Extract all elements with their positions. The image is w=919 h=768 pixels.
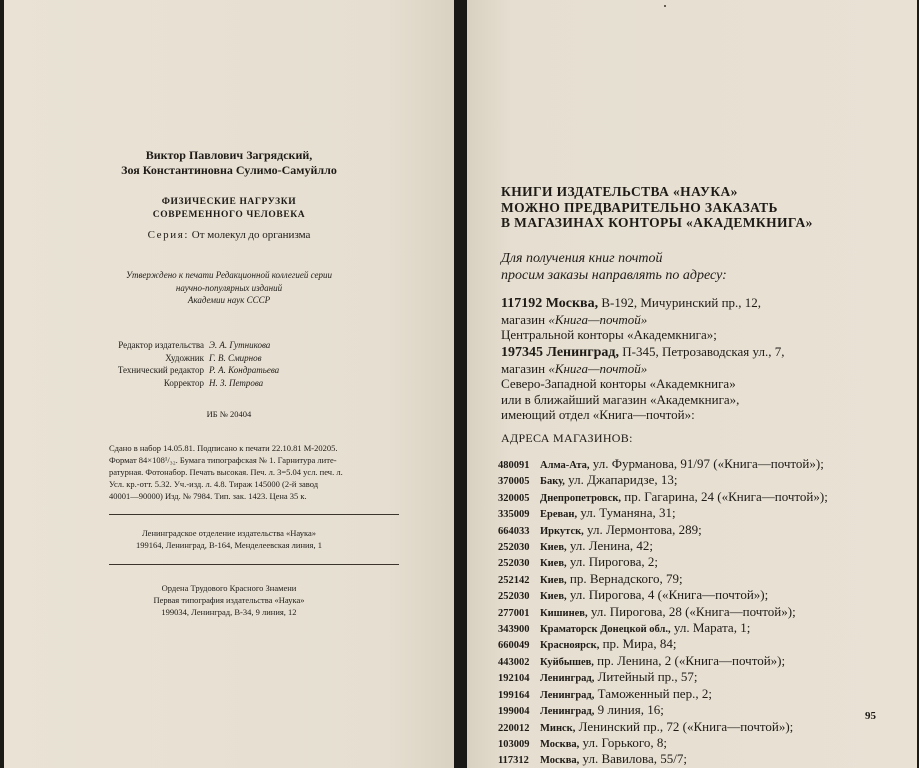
print-info-line: 40001—90000) Изд. № 7984. Тип. зак. 1423. Цена 35 к.	[109, 491, 307, 501]
shop-prefix: магазин	[501, 360, 549, 376]
staff-list	[4, 339, 454, 389]
series-value: От молекул до организма	[191, 229, 311, 241]
address-moscow	[501, 295, 761, 343]
address-leningrad	[501, 344, 784, 423]
address-line: или в ближайший магазин «Академкнига»,	[501, 391, 740, 407]
author-1: Виктор Павлович Загрядский,	[145, 148, 313, 162]
printing-house-line: Первая типография издательства «Наука»	[153, 595, 305, 605]
shop-street: пр. Гагарина, 24 («Книга—почтой»);	[621, 488, 828, 504]
address-line: Северо-Западной конторы «Академкнига»	[501, 376, 736, 391]
shop-city: Москва,	[540, 755, 580, 767]
shop-name: «Книга—почтой»	[548, 360, 648, 376]
shop-address-row	[498, 571, 828, 587]
shop-street: пр. Ленина, 2 («Книга—почтой»);	[593, 652, 786, 668]
staff-name: Г. В. Смирнов	[209, 352, 262, 363]
series-label: Серия:	[147, 229, 190, 241]
shop-city: Киев,	[540, 574, 567, 586]
print-info-line: Формат 84×108¹/₃₂. Бумага типографская № 1. Гарнитура лите-	[109, 455, 337, 465]
shop-address-row	[498, 620, 828, 636]
staff-row	[4, 339, 454, 352]
shop-address-row	[498, 735, 828, 751]
shop-postal-code: 664033	[498, 525, 530, 537]
ib-number: ИБ № 20404	[206, 409, 252, 419]
shop-street: ул. Пирогова, 2;	[566, 554, 658, 570]
shop-address-row	[498, 719, 828, 735]
branch-line: 199164, Ленинград, В-164, Менделеевская линия, 1	[136, 540, 322, 550]
shop-street: ул. Пирогова, 28 («Книга—почтой»);	[587, 603, 796, 619]
shop-street: ул. Лермонтова, 289;	[583, 521, 702, 537]
shop-address-row	[498, 636, 828, 652]
shop-prefix: магазин	[501, 311, 549, 327]
shop-postal-code: 117312	[498, 755, 529, 767]
print-info	[109, 442, 399, 502]
shop-postal-code: 370005	[498, 476, 530, 488]
address-street: П-345, Петрозаводская ул., 7,	[618, 344, 785, 359]
page-number: 95	[865, 710, 876, 722]
shop-postal-code: 335009	[498, 509, 530, 521]
shop-address-row	[498, 604, 828, 620]
branch-line: Ленинградское отделение издательства «Наука»	[141, 528, 317, 538]
approval-line: Академии наук СССР	[187, 295, 271, 305]
office-line: Центральной конторы «Академкнига»;	[501, 327, 717, 342]
shop-address-row	[498, 751, 828, 767]
staff-role: Художник	[165, 352, 204, 363]
approval-note	[4, 269, 454, 307]
mail-order-intro	[501, 250, 727, 284]
shop-street: Таможенный пер., 2;	[594, 685, 712, 701]
shop-city: Киев,	[540, 542, 567, 554]
shop-postal-code: 343900	[498, 624, 530, 636]
shop-address-row	[498, 554, 828, 570]
author-2: Зоя Константиновна Сулимо-Самуйлло	[121, 163, 337, 177]
staff-name: Э. А. Гутникова	[209, 340, 271, 350]
staff-name: Н. З. Петрова	[209, 377, 264, 388]
print-speck	[664, 5, 666, 7]
staff-row	[4, 352, 454, 365]
shop-street: пр. Вернадского, 79;	[566, 570, 683, 586]
staff-name: Р. А. Кондратьева	[209, 365, 280, 375]
shop-address-row	[498, 702, 828, 718]
address-line: имеющий отдел «Книга—почтой»:	[501, 407, 695, 422]
shop-city: Ленинград,	[540, 706, 595, 718]
shop-street: пр. Мира, 84;	[599, 636, 677, 652]
left-page	[4, 0, 454, 768]
right-page	[467, 0, 917, 768]
shop-city: Ленинград,	[540, 689, 595, 701]
shop-city: Баку,	[540, 476, 565, 488]
divider	[109, 514, 399, 515]
shop-city: Краматорск Донецкой обл.,	[540, 624, 671, 636]
authors	[4, 148, 454, 178]
intro-line: просим заказы направлять по адресу:	[501, 268, 727, 283]
series	[4, 229, 454, 241]
shop-street: ул. Фурманова, 91/97 («Книга—почтой»);	[589, 456, 824, 471]
address-code-city: 117192 Москва,	[501, 296, 599, 311]
divider	[109, 564, 399, 565]
shop-city: Минск,	[540, 722, 576, 734]
shop-city: Киев,	[540, 558, 567, 570]
shop-street: ул. Горького, 8;	[579, 734, 668, 750]
intro-line: Для получения книг почтой	[501, 251, 663, 266]
shop-street: Литейный пр., 57;	[594, 669, 698, 685]
shop-address-row	[498, 669, 828, 685]
shop-city: Киев,	[540, 591, 567, 603]
shop-street: ул. Джапаридзе, 13;	[564, 472, 678, 488]
book-title-line-1: ФИЗИЧЕСКИЕ НАГРУЗКИ	[161, 197, 297, 207]
shop-street: ул. Пирогова, 4 («Книга—почтой»);	[566, 587, 769, 603]
shop-city: Москва,	[540, 738, 580, 750]
shop-address-row	[498, 653, 828, 669]
staff-role: Редактор издательства	[118, 340, 204, 350]
advert-header-line: В МАГАЗИНАХ КОНТОРЫ «АКАДЕМКНИГА»	[501, 215, 813, 230]
shop-postal-code: 252142	[498, 574, 530, 586]
shop-street: 9 линия, 16;	[594, 702, 664, 718]
shop-address-row	[498, 587, 828, 603]
printing-house-line: 199034, Ленинград, В-34, 9 линия, 12	[161, 607, 297, 617]
print-info-line: Сдано в набор 14.05.81. Подписано к печати 22.10.81 М-20205.	[109, 443, 338, 453]
shop-address-row	[498, 472, 828, 488]
staff-row	[4, 364, 454, 377]
shop-address-row	[498, 538, 828, 554]
shop-address-row	[498, 489, 828, 505]
print-info-line: ратурная. Фотонабор. Печать высокая. Печ. л. 3=5.04 усл. печ. л.	[109, 467, 343, 477]
address-street: В-192, Мичуринский пр., 12,	[598, 295, 762, 310]
publisher-branch	[4, 527, 454, 551]
shop-street: ул. Ленина, 42;	[566, 538, 654, 554]
staff-role: Технический редактор	[117, 365, 204, 375]
shop-postal-code: 480091	[498, 460, 530, 471]
shop-name: «Книга—почтой»	[548, 311, 648, 327]
advert-header	[501, 184, 813, 231]
shop-postal-code: 277001	[498, 607, 530, 619]
shop-address-row	[498, 505, 828, 521]
advert-header-line: КНИГИ ИЗДАТЕЛЬСТВА «НАУКА»	[501, 184, 738, 199]
shop-postal-code: 320005	[498, 492, 530, 504]
shop-address-row	[498, 686, 828, 702]
printing-house-line: Ордена Трудового Красного Знамени	[161, 583, 297, 593]
shop-postal-code: 252030	[498, 558, 530, 570]
shop-city: Кишинев,	[540, 607, 588, 619]
approval-line: Утверждено к печати Редакционной коллегией серии	[125, 270, 333, 280]
shop-postal-code: 660049	[498, 640, 530, 652]
shop-street: ул. Вавилова, 55/7;	[579, 751, 687, 767]
print-info-line: Усл. кр.-отт. 5.32. Уч.-изд. л. 4.8. Тираж 145000 (2-й завод	[109, 479, 319, 489]
shop-city: Красноярск,	[540, 640, 600, 652]
staff-role: Корректор	[163, 377, 204, 388]
shop-postal-code: 220012	[498, 722, 530, 734]
shop-city: Ереван,	[540, 509, 578, 521]
shop-street: ул. Туманяна, 31;	[577, 505, 676, 521]
shop-street: Ленинский пр., 72 («Книга—почтой»);	[575, 718, 794, 734]
staff-row	[4, 377, 454, 390]
shops-heading: АДРЕСА МАГАЗИНОВ:	[501, 431, 633, 445]
shop-city: Ленинград,	[540, 673, 595, 685]
shop-city: Алма-Ата,	[540, 460, 590, 471]
shop-postal-code: 199004	[498, 706, 530, 718]
book-spine-gutter	[454, 0, 467, 768]
shop-address-row	[498, 522, 828, 538]
shop-street: ул. Марата, 1;	[670, 620, 751, 636]
shop-city: Куйбышев,	[540, 656, 594, 668]
shops-list	[498, 456, 828, 768]
shop-postal-code: 443002	[498, 656, 530, 668]
shop-postal-code: 103009	[498, 738, 530, 750]
shop-address-row	[498, 456, 828, 472]
book-title-line-2: СОВРЕМЕННОГО ЧЕЛОВЕКА	[152, 210, 306, 220]
approval-line: научно-популярных изданий	[175, 282, 283, 293]
shop-postal-code: 252030	[498, 591, 530, 603]
shop-city: Иркутск,	[540, 525, 584, 537]
shop-postal-code: 192104	[498, 673, 530, 685]
shop-city: Днепропетровск,	[540, 492, 622, 504]
advert-header-line: МОЖНО ПРЕДВАРИТЕЛЬНО ЗАКАЗАТЬ	[501, 199, 778, 215]
book-title	[4, 196, 454, 222]
shop-postal-code: 252030	[498, 542, 530, 554]
shop-postal-code: 199164	[498, 689, 530, 701]
address-code-city: 197345 Ленинград,	[501, 345, 619, 360]
printing-house	[4, 582, 454, 618]
